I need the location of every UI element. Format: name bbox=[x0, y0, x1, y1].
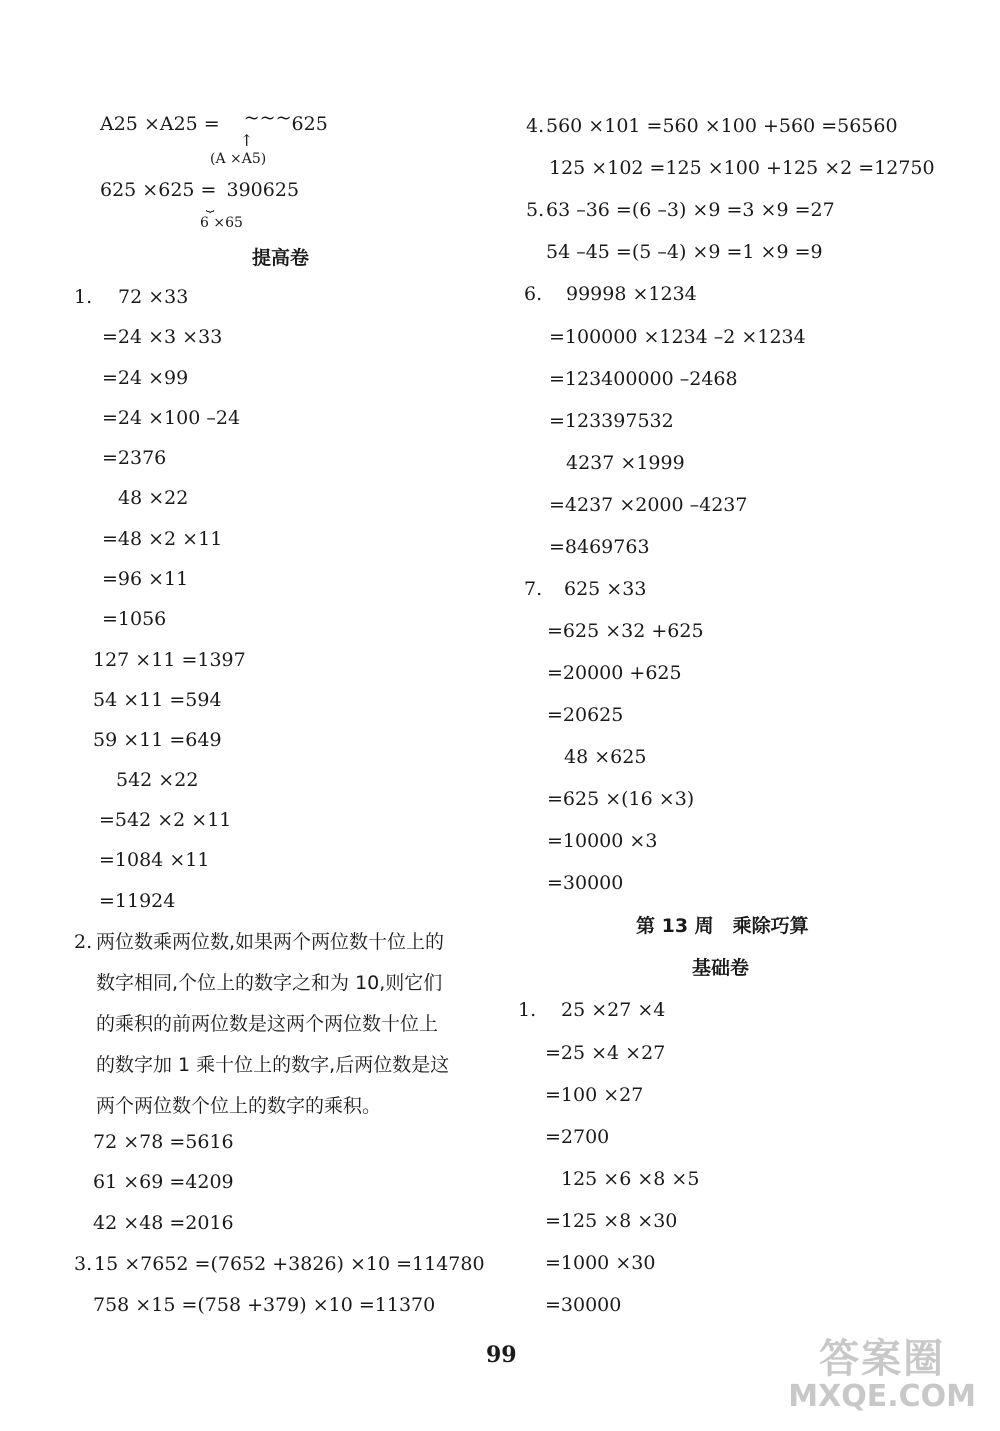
q1-line: =1084 ×11 bbox=[99, 849, 210, 871]
q6-line: =123397532 bbox=[549, 410, 674, 432]
eq-a25-squared: A25 ×A25 = ~~~625 bbox=[100, 107, 328, 135]
q6-line: =8469763 bbox=[549, 536, 650, 558]
underbrace: ⏟ bbox=[206, 197, 215, 213]
q1-line: 48 ×22 bbox=[118, 487, 189, 509]
q2-example: 42 ×48 =2016 bbox=[93, 1212, 234, 1234]
q7-line: 48 ×625 bbox=[564, 746, 647, 768]
q2-text-line: 的乘积的前两位数是这两个两位数十位上 bbox=[96, 1013, 439, 1035]
b1-line: =2700 bbox=[545, 1126, 610, 1148]
b1-line: =30000 bbox=[545, 1294, 622, 1316]
b1-line: 25 ×27 ×4 bbox=[561, 999, 666, 1021]
b1-line: 125 ×6 ×8 ×5 bbox=[561, 1168, 700, 1190]
q2-text-line: 的数字加 1 乘十位上的数字,后两位数是这 bbox=[96, 1054, 450, 1076]
q5-line: 54 –45 =(5 –4) ×9 =1 ×9 =9 bbox=[546, 241, 823, 263]
heading-jichu: 基础卷 bbox=[692, 957, 750, 979]
q6-line: 99998 ×1234 bbox=[566, 283, 697, 305]
note-6-x-65: 6 ×65 bbox=[200, 215, 243, 231]
watermark-cn: 答案圈 bbox=[819, 1336, 946, 1382]
q1-line: 542 ×22 bbox=[116, 769, 199, 791]
q4-line: 125 ×102 =125 ×100 +125 ×2 =12750 bbox=[549, 157, 935, 179]
q1-number: 1. bbox=[74, 286, 93, 308]
eq-625-squared: 625 ×625 = 390625 bbox=[100, 179, 300, 201]
q6-line: =100000 ×1234 –2 ×1234 bbox=[549, 326, 806, 348]
q2-text-line: 数字相同,个位上的数字之和为 10,则它们 bbox=[96, 972, 443, 994]
q6-line: =4237 ×2000 –4237 bbox=[549, 494, 748, 516]
q6-line: 4237 ×1999 bbox=[566, 452, 685, 474]
q1-line: =542 ×2 ×11 bbox=[99, 809, 232, 831]
q1-line: =2376 bbox=[102, 447, 167, 469]
q1-line: =24 ×99 bbox=[102, 367, 189, 389]
q1-line: 127 ×11 =1397 bbox=[93, 649, 246, 671]
q4-number: 4. bbox=[526, 115, 545, 137]
page-number: 99 bbox=[486, 1342, 517, 1368]
q3-line: 758 ×15 =(758 +379) ×10 =11370 bbox=[93, 1294, 436, 1316]
q1-line: =1056 bbox=[102, 608, 167, 630]
q4-line: 560 ×101 =560 ×100 +560 =56560 bbox=[546, 115, 898, 137]
q1-line: =24 ×3 ×33 bbox=[102, 326, 223, 348]
heading-tigao: 提高卷 bbox=[252, 247, 310, 269]
q1-line: 72 ×33 bbox=[118, 286, 189, 308]
q7-line: =20625 bbox=[547, 704, 624, 726]
b1-number: 1. bbox=[518, 999, 537, 1021]
b1-line: =25 ×4 ×27 bbox=[545, 1042, 666, 1064]
q7-number: 7. bbox=[524, 578, 543, 600]
q6-number: 6. bbox=[524, 283, 543, 305]
q7-line: =30000 bbox=[547, 872, 624, 894]
q5-number: 5. bbox=[526, 199, 545, 221]
q2-text-line: 两个两位数个位上的数字的乘积。 bbox=[96, 1095, 382, 1117]
q7-line: =625 ×32 +625 bbox=[547, 620, 704, 642]
q1-line: =96 ×11 bbox=[102, 568, 189, 590]
b1-line: =1000 ×30 bbox=[545, 1252, 656, 1274]
q7-line: =625 ×(16 ×3) bbox=[547, 788, 695, 810]
q1-line: 54 ×11 =594 bbox=[93, 689, 222, 711]
week-13-heading: 第 13 周 乘除巧算 bbox=[636, 915, 809, 937]
q2-text-line: 两位数乘两位数,如果两个两位数十位上的 bbox=[96, 931, 445, 953]
q1-line: =24 ×100 –24 bbox=[102, 407, 241, 429]
q2-number: 2. bbox=[74, 931, 93, 953]
q7-line: 625 ×33 bbox=[564, 578, 647, 600]
q7-line: =10000 ×3 bbox=[547, 830, 658, 852]
q2-example: 72 ×78 =5616 bbox=[93, 1131, 234, 1153]
q1-line: 59 ×11 =649 bbox=[93, 729, 222, 751]
q1-line: =11924 bbox=[99, 890, 176, 912]
q5-line: 63 –36 =(6 –3) ×9 =3 ×9 =27 bbox=[546, 199, 835, 221]
arrow-up: ↑ bbox=[240, 131, 254, 150]
note-a-x-a5: (A ×A5) bbox=[210, 151, 267, 167]
q6-line: =123400000 –2468 bbox=[549, 368, 738, 390]
q7-line: =20000 +625 bbox=[547, 662, 682, 684]
watermark-en: MXQE.COM bbox=[788, 1379, 976, 1414]
q2-example: 61 ×69 =4209 bbox=[93, 1171, 234, 1193]
b1-line: =100 ×27 bbox=[545, 1084, 644, 1106]
q1-line: =48 ×2 ×11 bbox=[102, 528, 223, 550]
q3-number: 3. bbox=[74, 1253, 93, 1275]
watermark-logo bbox=[788, 1337, 976, 1413]
b1-line: =125 ×8 ×30 bbox=[545, 1210, 678, 1232]
q3-line: 15 ×7652 =(7652 +3826) ×10 =114780 bbox=[94, 1253, 485, 1275]
